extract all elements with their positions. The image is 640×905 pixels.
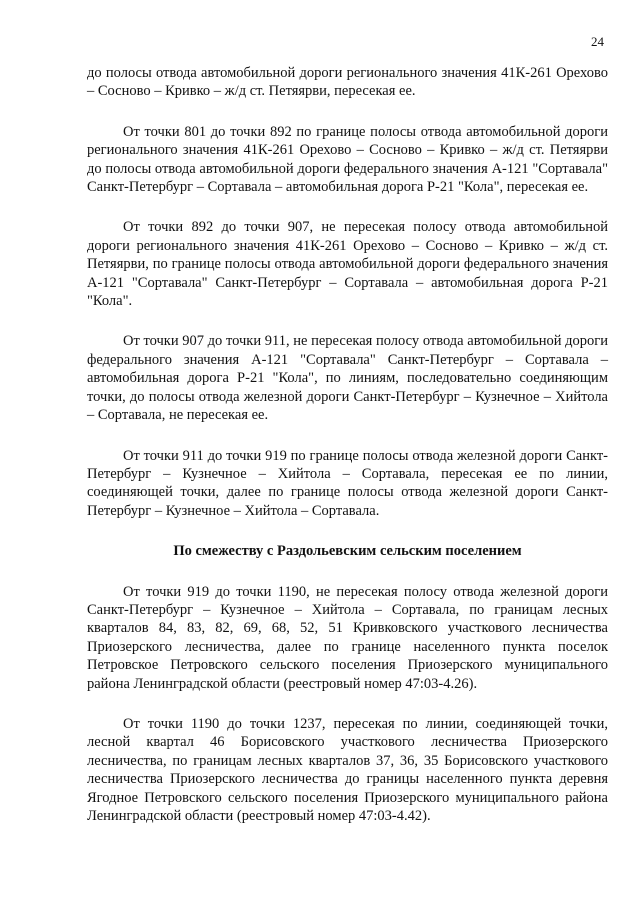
paragraph: От точки 907 до точки 911, не пересекая полосу отвода автомобильной дороги федерального значения А-121 "Сортавала" Санкт-Петербург – Сортавала – автомобильная дорога Р-21 "Кола", по линиям, последовательно соединяющим точки, до полосы отвода железной дороги Санкт-Петербург – Кузнечное – Хийтола – Сортавала, не пересекая ее.	[87, 333, 608, 424]
paragraph: От точки 1190 до точки 1237, пересекая по линии, соединяющей точки, лесной квартал 46 Борисовского участкового лесничества Приозерского лесничества, по границам лесных кварталов 37, 36, 35 Борисовского участкового лесничества Приозерского лесничества до границы населенного пункта деревня Ягодное Петровского сельского поселения Приозерского муниципального района Ленинградской области (реестровый номер 47:03-4.42).	[87, 715, 608, 824]
paragraph: От точки 911 до точки 919 по границе полосы отвода железной дороги Санкт-Петербург – Кузнечное – Хийтола – Сортавала, пересекая ее по линии, соединяющей точки, далее по границе полосы отвода железной дороги Санкт-Петербург – Кузнечное – Хийтола – Сортавала.	[87, 447, 608, 519]
document-body	[87, 64, 608, 847]
paragraph: От точки 919 до точки 1190, не пересекая полосу отвода железной дороги Санкт-Петербург – Кузнечное – Хийтола – Сортавала, по границам лесных кварталов 84, 83, 82, 69, 68, 52, 51 Кривковского участкового лесничества Приозерского лесничества, далее по границе населенного пункта поселок Петровское Петровского сельского поселения Приозерского муниципального района Ленинградской области (реестровый номер 47:03-4.26).	[87, 583, 608, 692]
page-number: 24	[591, 34, 604, 49]
paragraph: От точки 892 до точки 907, не пересекая полосу отвода автомобильной дороги регионального значения 41К-261 Орехово – Сосново – Кривко – ж/д ст. Петяярви, по границе полосы отвода автомобильной дороги федерального значения А-121 "Сортавала" Санкт-Петербург – Сортавала – автомобильная дорога Р-21 "Кола".	[87, 219, 608, 310]
paragraph-continued: до полосы отвода автомобильной дороги регионального значения 41К-261 Орехово – Сосново – Кривко – ж/д ст. Петяярви, пересекая ее.	[87, 65, 608, 100]
section-heading: По смежеству с Раздольевским сельским поселением	[173, 543, 522, 560]
paragraph: От точки 801 до точки 892 по границе полосы отвода автомобильной дороги регионального значения 41К-261 Орехово – Сосново – Кривко – ж/д ст. Петяярви до полосы отвода автомобильной дороги федерального значения А-121 "Сортавала" Санкт-Петербург – Сортавала – автомобильная дорога Р-21 "Кола", пересекая ее.	[87, 123, 608, 196]
